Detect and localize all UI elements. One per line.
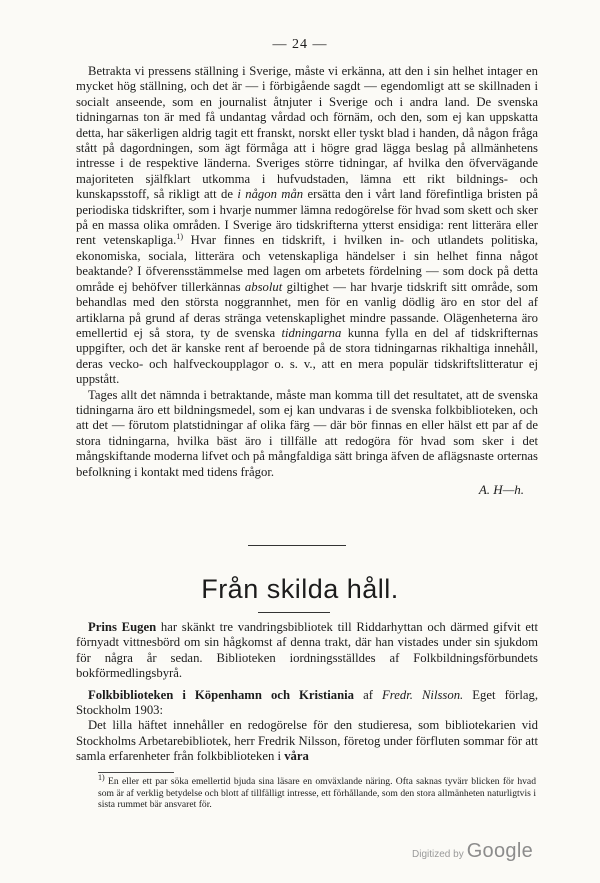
- footnote-reference: 1): [176, 232, 183, 242]
- item-lead: Folkbiblioteken i Köpenhamn och Kristiania: [88, 687, 355, 702]
- text-run: Hvar finnes en tidskrift, i hvilken in- och utlandets politiska, ekonomiska, sociala, litterära och vetenskapliga händelser i sin helhet finna något beaktande? I öfverensstämmelse med lagen om arbetets fördelning — som dock på detta område ej behöfver tillerkännas: [76, 233, 539, 294]
- text-run: ersätta den i vårt land förefintliga bristen på periodiska tidskrifter, som i hvarje nummer lämna redogörelse för hvad som skett och sker på en massa olika områden. I Sverige äro tidskrifterna ytterst ensidiga: rent litterära eller rent vetenskapliga.: [76, 187, 538, 248]
- section-title: Från skilda håll.: [201, 574, 399, 604]
- text-run: har skänkt tre vandringsbibliotek till Riddarhyttan och därmed gifvit ett förnyadt vittnesbörd om sin hågkomst af denna trakt, där han vistades under sin sjukdom för några år sedan. Biblioteken iordningsställdes af Folkbildningsförbundets bokförmedlingsbyrå.: [76, 620, 539, 681]
- footnote-rule: [98, 772, 174, 773]
- text-run: Betrakta vi pressens ställning i Sverige, måste vi erkänna, att den i sin helhet intager en mycket hög ställning, och det är — i förbigående sagdt — egendomligt att se skillnaden i socialt anseende, som en journalist åtnjuter i Sverige och i andra land. De svenska tidningarnas ton är med få undantag vårdad och förnäm, och den, som ej kan uppskatta detta, har säkerligen aldrig tagit ett franskt, norskt eller tyskt blad i handen, då någon fråga stått på dagordningen, som ägt förmåga att i högre grad lägga beslag på allmänhetens intresse i de respektive länderna. Sveriges större tidningar, af hvilka den öfvervägande majoriteten själfklart utkomma i hufvudstaden, lämna ett rikt bildnings- och kunskapsstoff, så rikligt att de: [76, 64, 538, 202]
- watermark-prefix: Digitized by: [412, 849, 464, 860]
- article-paragraph-1: [76, 64, 538, 388]
- footnote: [98, 772, 536, 811]
- text-run: våra: [284, 749, 309, 764]
- article-signature: A. H—h.: [478, 481, 524, 497]
- text-run: Eget förlag, Stockholm 1903:: [76, 687, 539, 718]
- text-run: giltighet — har hvarje tidskrift sitt område, som behandlas med den största noggrannhet, men för en vanlig dödlig äro en stor del af artiklarna på grund af deras stränga vetenskaplighet mindre passande. Olägenheterna äro emellertid ej så stora, ty de svenska: [76, 279, 539, 340]
- google-logo: Google: [466, 840, 533, 862]
- text-run: kunna fylla en del af tidskrifternas uppgifter, och det är kanske rent af beroende på de stora tidningarnas rikhaltiga innehåll, deras vecko- och halfveckoupplagor o. s. v., att en mera populär tidskriftslitteratur ej uppstått.: [76, 325, 539, 387]
- article-paragraph-2: Tages allt det nämnda i betraktande, måste man komma till det resultatet, att de svenska tidningarna äro ett bildningsmedel, som ej kan undvaras i de svenska folkbiblioteken, och att det — förutom platstidningar af olika färg — där bör finnas en eller hälst ett par af de stora tidningarna, hvilka bäst äro i tillfälle att redogöra för hvad som sker i det mångskiftande moderna lifvet och på mångfaldiga sätt bringa äfven de aflägsnaste orternas befolkning i kontakt med tidens frågor.: [76, 387, 538, 479]
- article-body: [76, 64, 538, 498]
- emphasis: tidningarna: [281, 325, 342, 340]
- text-run: af: [363, 687, 373, 702]
- emphasis: i någon mån: [237, 187, 304, 202]
- article-end-rule: [248, 545, 346, 546]
- item-lead: Prins Eugen: [88, 620, 157, 634]
- section-body: [76, 620, 538, 765]
- text-run: Det lilla häftet innehåller en redogörelse för den studieresa, som bibliotekarien vid Stockholms Arbetarebibliotek, herr Fredrik Nilsson, företog under förfluten sommar för att samla erfarenheter från folkbiblioteken i: [76, 718, 538, 764]
- news-item-prins-eugen: [76, 620, 538, 682]
- digitized-watermark: [412, 840, 533, 863]
- news-item-folkbiblioteken: [76, 688, 538, 719]
- emphasis: absolut: [244, 279, 283, 294]
- footnote-mark: 1): [98, 772, 105, 782]
- footnote-text: En eller ett par söka emellertid bjuda sina läsare en omväxlande näring. Ofta saknas tyvärr blicken för hvad som är af verklig betydelse och blott af tillfälligt intresse, ett förhållande, som den stora allmänheten naturligtvis i sista rummet bär ansvaret för.: [98, 776, 536, 811]
- news-item-description: [76, 718, 538, 764]
- title-underline-rule: [258, 612, 330, 613]
- item-author: Fredr. Nilsson.: [382, 687, 464, 702]
- page-number: — 24 —: [272, 37, 328, 52]
